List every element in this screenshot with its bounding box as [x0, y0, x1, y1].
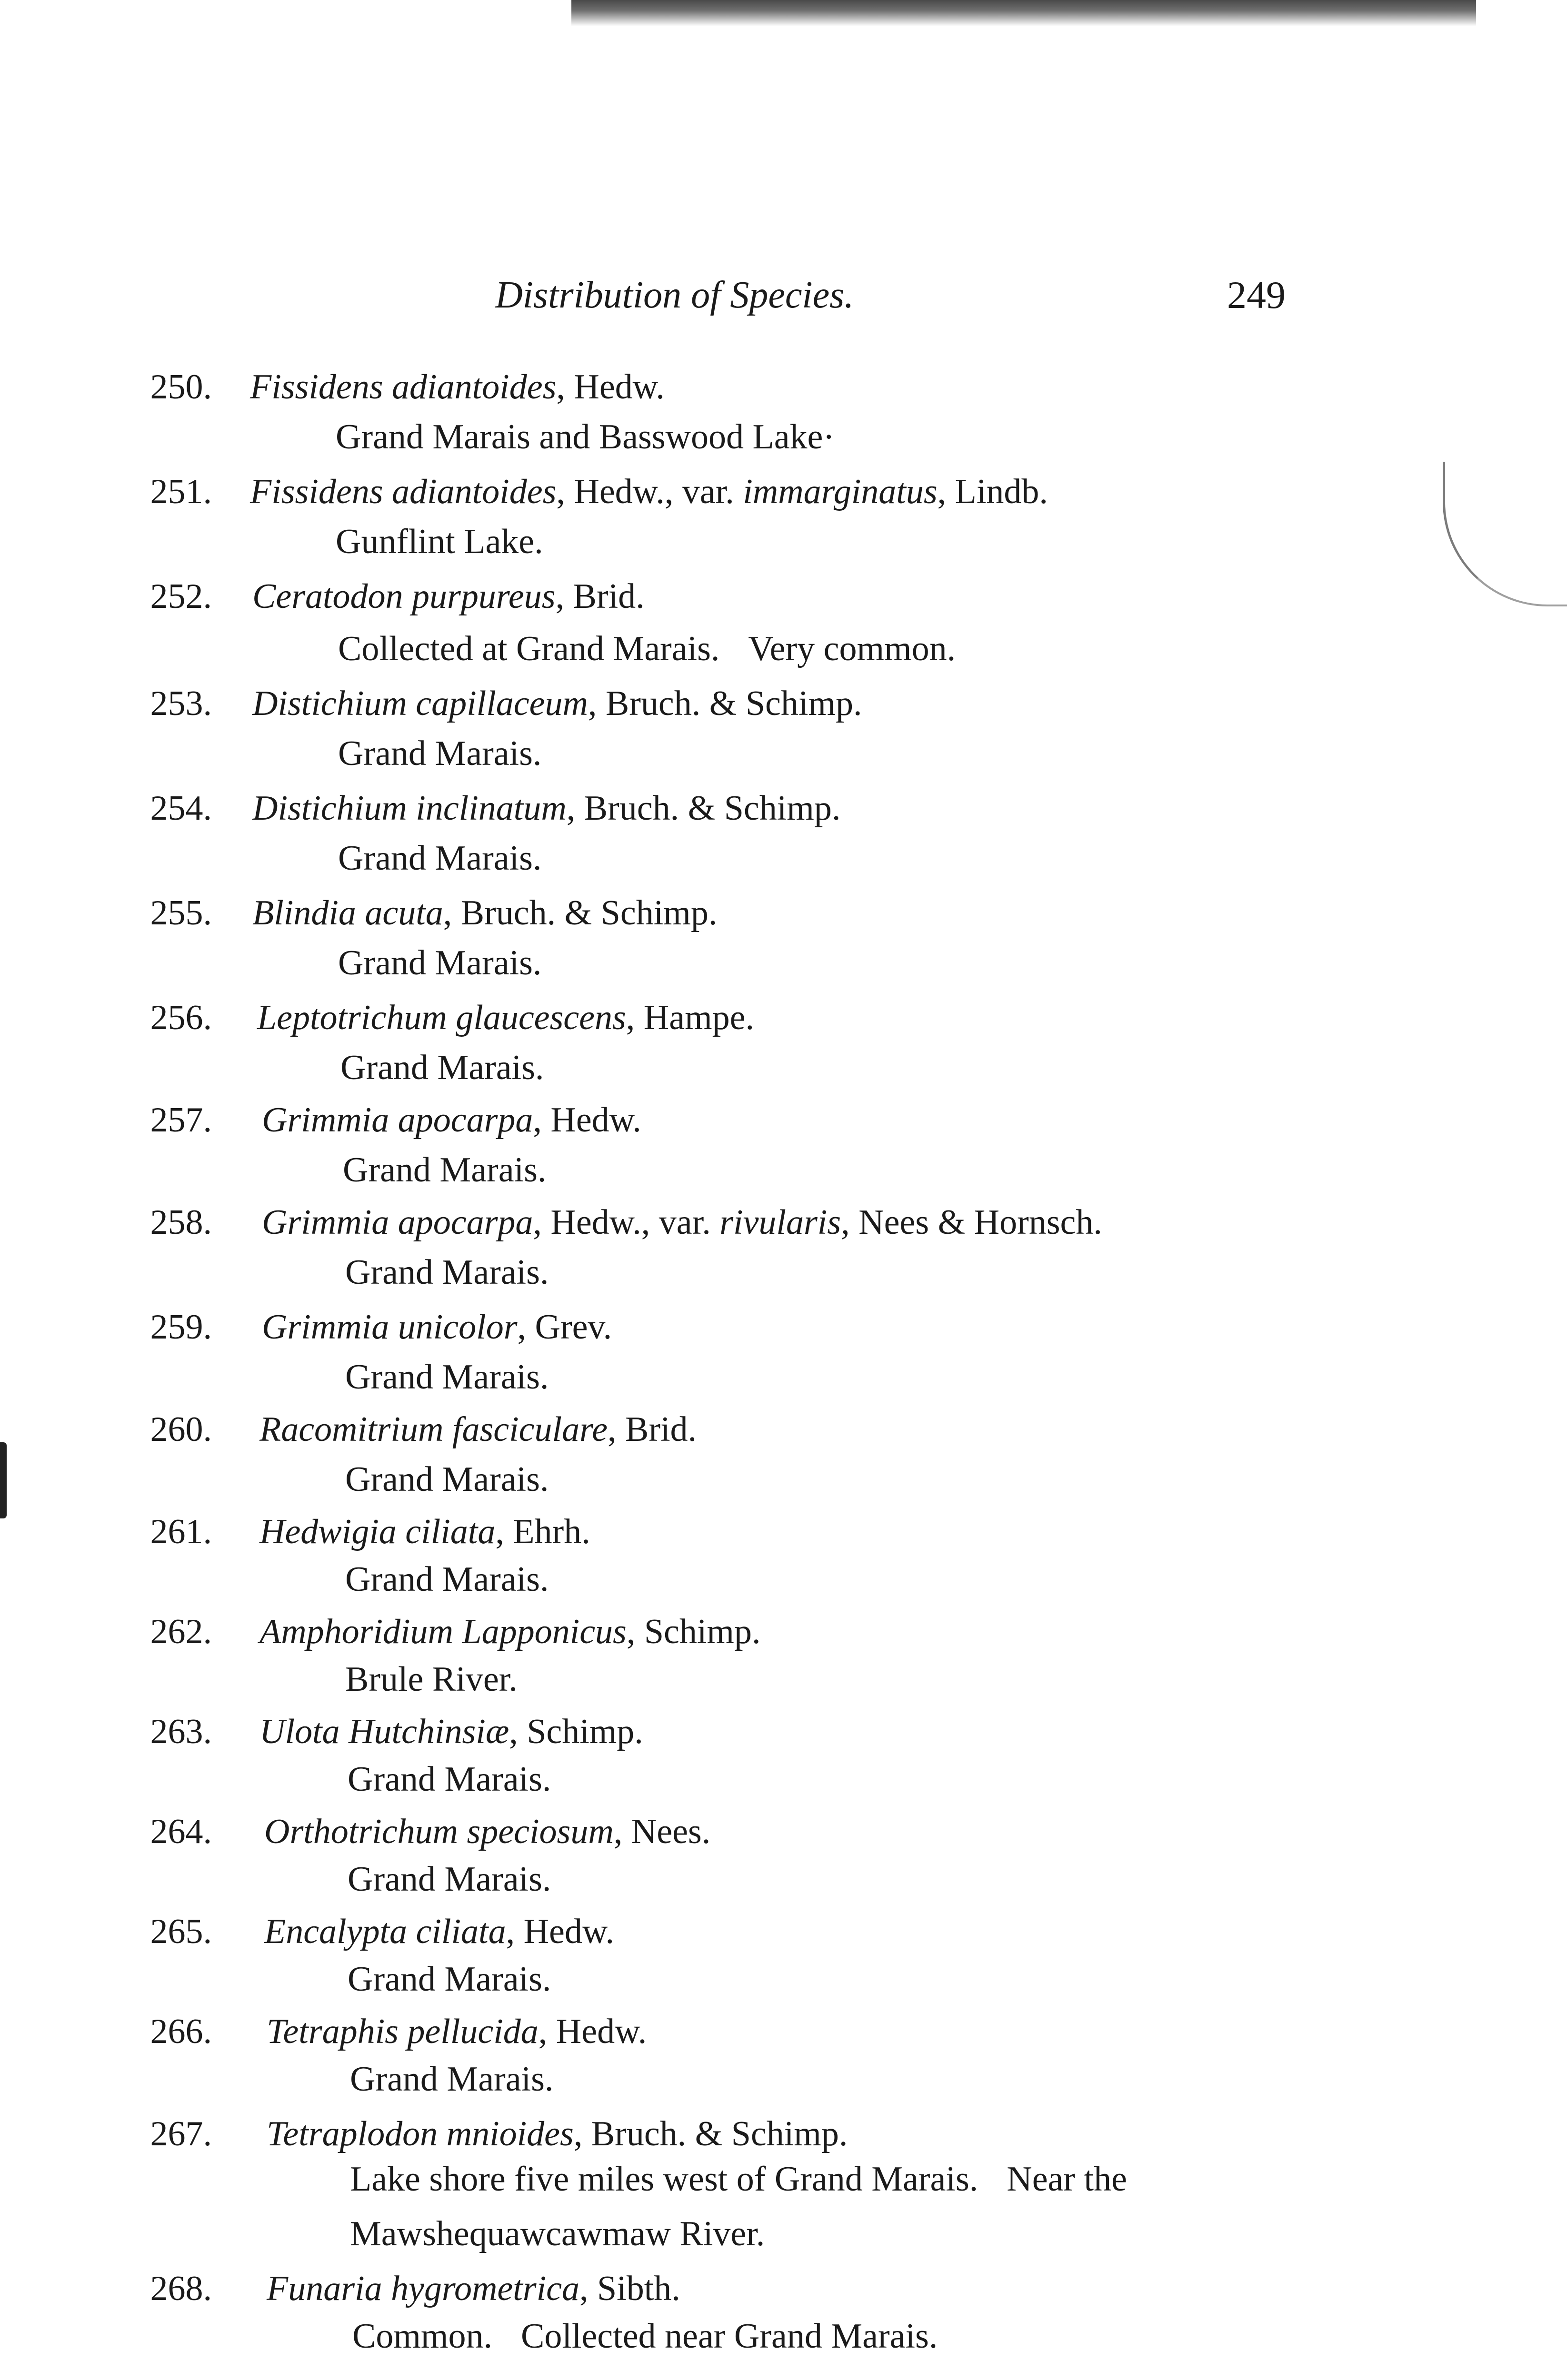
entry-number-262: 262.	[150, 1612, 212, 1651]
entry-title-263	[260, 1708, 643, 1755]
species-name: Orthotrichum speciosum	[264, 1812, 614, 1851]
entry-number-253: 253.	[150, 684, 212, 723]
entry-locality-250: Grand Marais and Basswood Lake·	[336, 417, 835, 456]
species-authority: , Bruch. & Schimp.	[573, 2114, 848, 2153]
entry-locality-266: Grand Marais.	[350, 2060, 554, 2099]
locality-note: Very common.	[748, 629, 956, 668]
species-authority: , Hedw.	[533, 1101, 641, 1140]
species-authority: , Bruch. & Schimp.	[566, 789, 841, 828]
entry-number-267: 267.	[150, 2114, 212, 2153]
entry-locality-267	[350, 2155, 1127, 2203]
entry-title-259	[262, 1303, 612, 1351]
entry-title-255	[252, 889, 717, 937]
entry-title-267	[267, 2110, 848, 2158]
entry-number-255: 255.	[150, 893, 212, 932]
species-authority: , Ehrh.	[495, 1512, 590, 1551]
locality-text: Collected at Grand Marais.	[338, 629, 720, 668]
species-name: Tetraplodon mnioides	[267, 2114, 574, 2153]
entry-locality-263: Grand Marais.	[348, 1760, 551, 1799]
species-authority: , Hedw.	[556, 367, 665, 407]
species-name: Amphoridium Lapponicus	[260, 1612, 627, 1651]
entry-number-257: 257.	[150, 1101, 212, 1140]
entry-locality-258: Grand Marais.	[345, 1253, 549, 1292]
entry-number-266: 266.	[150, 2012, 212, 2051]
species-authority: , Hedw.	[538, 2012, 647, 2051]
running-header	[495, 269, 1286, 321]
species-name: Grimmia unicolor	[262, 1308, 518, 1347]
variety-name: rivularis	[719, 1203, 841, 1242]
entry-title-256	[257, 994, 754, 1041]
species-authority: , Brid.	[555, 577, 645, 616]
species-authority: , Bruch. & Schimp.	[588, 684, 862, 723]
entry-title-252	[252, 573, 645, 620]
entry-locality-260: Grand Marais.	[345, 1460, 549, 1499]
entry-title-262	[260, 1608, 760, 1656]
species-name: Grimmia apocarpa	[262, 1203, 533, 1242]
species-name: Distichium capillaceum	[252, 684, 588, 723]
species-authority: , Schimp.	[626, 1612, 761, 1651]
entry-title-257	[262, 1096, 641, 1144]
page-edge-shadow	[571, 0, 1476, 26]
species-name: Ceratodon purpureus	[252, 577, 556, 616]
locality-note: Collected near Grand Marais.	[520, 2317, 938, 2356]
entry-title-261	[260, 1508, 590, 1556]
entry-locality-254: Grand Marais.	[338, 839, 542, 878]
species-authority: , Hedw.	[506, 1912, 615, 1951]
entry-number-251: 251.	[150, 472, 212, 511]
entry-title-260	[260, 1406, 697, 1453]
entry-title-251	[250, 468, 1048, 516]
entry-number-265: 265.	[150, 1912, 212, 1951]
entry-title-264	[264, 1808, 710, 1855]
entry-number-260: 260.	[150, 1410, 212, 1449]
species-authority: , Brid.	[607, 1410, 697, 1449]
species-name: Grimmia apocarpa	[262, 1101, 533, 1140]
species-name: Blindia acuta	[252, 893, 443, 932]
entry-number-252: 252.	[150, 577, 212, 616]
species-name: Funaria hygrometrica	[267, 2269, 580, 2308]
entry-number-258: 258.	[150, 1203, 212, 1242]
entry-locality-259: Grand Marais.	[345, 1358, 549, 1397]
species-name: Fissidens adiantoides	[250, 472, 557, 511]
binding-mark	[0, 1442, 7, 1518]
variety-authority: , Lindb.	[937, 472, 1048, 511]
variety-authority: , Nees & Hornsch.	[841, 1203, 1102, 1242]
entry-title-265	[264, 1908, 614, 1955]
entry-locality-257: Grand Marais.	[343, 1150, 547, 1190]
species-authority: , Hedw., var.	[533, 1203, 720, 1242]
entry-locality-265: Grand Marais.	[348, 1960, 551, 1999]
entry-title-253	[252, 680, 862, 727]
species-authority: , Schimp.	[509, 1712, 643, 1751]
entry-number-256: 256.	[150, 998, 212, 1037]
entry-locality-253: Grand Marais.	[338, 734, 542, 773]
species-authority: , Hampe.	[626, 998, 754, 1037]
species-name: Ulota Hutchinsiæ	[260, 1712, 509, 1751]
entry-number-259: 259.	[150, 1308, 212, 1347]
entry-locality-251: Gunflint Lake.	[336, 522, 543, 561]
entry-title-250	[250, 363, 665, 411]
entry-locality-268	[352, 2312, 938, 2360]
species-authority: , Sibth.	[579, 2269, 680, 2308]
entry-title-268	[267, 2265, 680, 2312]
entry-locality-267-line2: Mawshequawcawmaw River.	[350, 2214, 765, 2253]
running-title: Distribution of Species.	[495, 274, 854, 316]
locality-note: Near the	[1007, 2160, 1127, 2199]
entry-number-264: 264.	[150, 1812, 212, 1851]
species-authority: , Grev.	[517, 1308, 612, 1347]
species-authority: , Bruch. & Schimp.	[443, 893, 718, 932]
locality-text: Common.	[352, 2317, 492, 2356]
species-name: Tetraphis pellucida	[267, 2012, 539, 2051]
species-name: Encalypta ciliata	[264, 1912, 506, 1951]
entry-locality-262: Brule River.	[345, 1660, 518, 1699]
species-authority: , Nees.	[613, 1812, 711, 1851]
locality-text: Lake shore five miles west of Grand Marais.	[350, 2160, 978, 2199]
species-name: Racomitrium fasciculare	[260, 1410, 608, 1449]
entry-locality-264: Grand Marais.	[348, 1860, 551, 1899]
entry-locality-252	[338, 625, 956, 673]
entry-title-254	[252, 784, 840, 832]
species-name: Leptotrichum glaucescens	[257, 998, 626, 1037]
entry-locality-255: Grand Marais.	[338, 943, 542, 982]
entry-number-254: 254.	[150, 789, 212, 828]
entry-locality-261: Grand Marais.	[345, 1560, 549, 1599]
species-name: Fissidens adiantoides	[250, 367, 557, 407]
species-name: Distichium inclinatum	[252, 789, 567, 828]
species-authority: , Hedw., var.	[556, 472, 743, 511]
page-number: 249	[1227, 273, 1286, 317]
entry-title-266	[267, 2008, 647, 2055]
entry-title-258	[262, 1199, 1102, 1246]
entry-locality-256: Grand Marais.	[340, 1048, 544, 1087]
entry-number-268: 268.	[150, 2269, 212, 2308]
species-name: Hedwigia ciliata	[260, 1512, 496, 1551]
entry-number-250: 250.	[150, 367, 212, 407]
entry-number-261: 261.	[150, 1512, 212, 1551]
page-fold-mark	[1443, 462, 1567, 606]
entry-number-263: 263.	[150, 1712, 212, 1751]
variety-name: immarginatus	[743, 472, 938, 511]
